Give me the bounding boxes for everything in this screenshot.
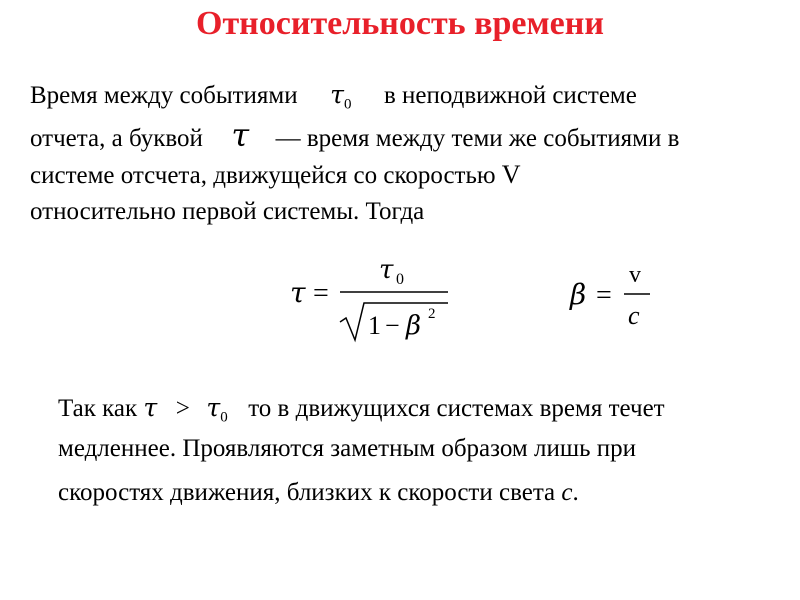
formula-tau-numerator: τ (379, 255, 394, 285)
speed-of-light-c: c (561, 479, 573, 506)
conclusion-tau-zero: τ (206, 393, 221, 422)
velocity-symbol: V (501, 160, 521, 189)
intro-text-1b: в неподвижной системе (383, 82, 637, 109)
conclusion-period: . (572, 479, 579, 506)
beta-numerator-v: v (629, 262, 641, 288)
conclusion-text-1b: то в движущихся системах время течет (248, 395, 665, 422)
intro-line-3 (30, 160, 521, 190)
formula-tau-lhs: τ (290, 276, 306, 309)
intro-text-1a: Время между событиями (30, 82, 298, 109)
conclusion-line-1 (58, 393, 665, 426)
intro-text-4: относительно первой системы. Тогда (30, 198, 425, 225)
intro-line-4 (30, 198, 424, 226)
formula-one: 1 (368, 311, 381, 340)
beta-denominator-c: c (628, 301, 640, 330)
conclusion-tau-zero-sub: 0 (220, 409, 228, 426)
tau-zero-symbol: τ (330, 80, 344, 109)
formula-minus: − (385, 311, 400, 340)
formula-beta: β (406, 311, 422, 341)
beta-equals: = (596, 280, 612, 311)
tau-zero-subscript: 0 (343, 96, 352, 113)
time-dilation-formula (280, 248, 460, 348)
intro-line-1 (30, 80, 637, 113)
conclusion-text-3: скоростях движения, близких к скорости света (58, 479, 556, 506)
beta-lhs: β (570, 278, 587, 311)
tau-symbol: τ (231, 116, 250, 154)
beta-formula (566, 258, 666, 338)
intro-text-2a: отчета, а буквой (30, 125, 203, 152)
conclusion-line-2 (58, 435, 636, 463)
intro-text-3: системе отсчета, движущейся со скоростью (30, 162, 496, 189)
conclusion-line-3 (58, 479, 579, 507)
formula-tau-sub: 0 (396, 271, 404, 288)
conclusion-text-2: медленнее. Проявляются заметным образом лишь при (58, 435, 636, 462)
conclusion-tau: τ (143, 393, 158, 422)
greater-than-sign: > (175, 395, 190, 422)
formula-power-two: 2 (428, 306, 436, 322)
intro-text-2b: — время между теми же событиями в (275, 125, 680, 152)
formula-equals: = (313, 278, 329, 309)
page-title: Относительность времени (196, 5, 604, 42)
intro-line-2 (30, 116, 679, 154)
conclusion-text-1a: Так как (58, 395, 138, 422)
